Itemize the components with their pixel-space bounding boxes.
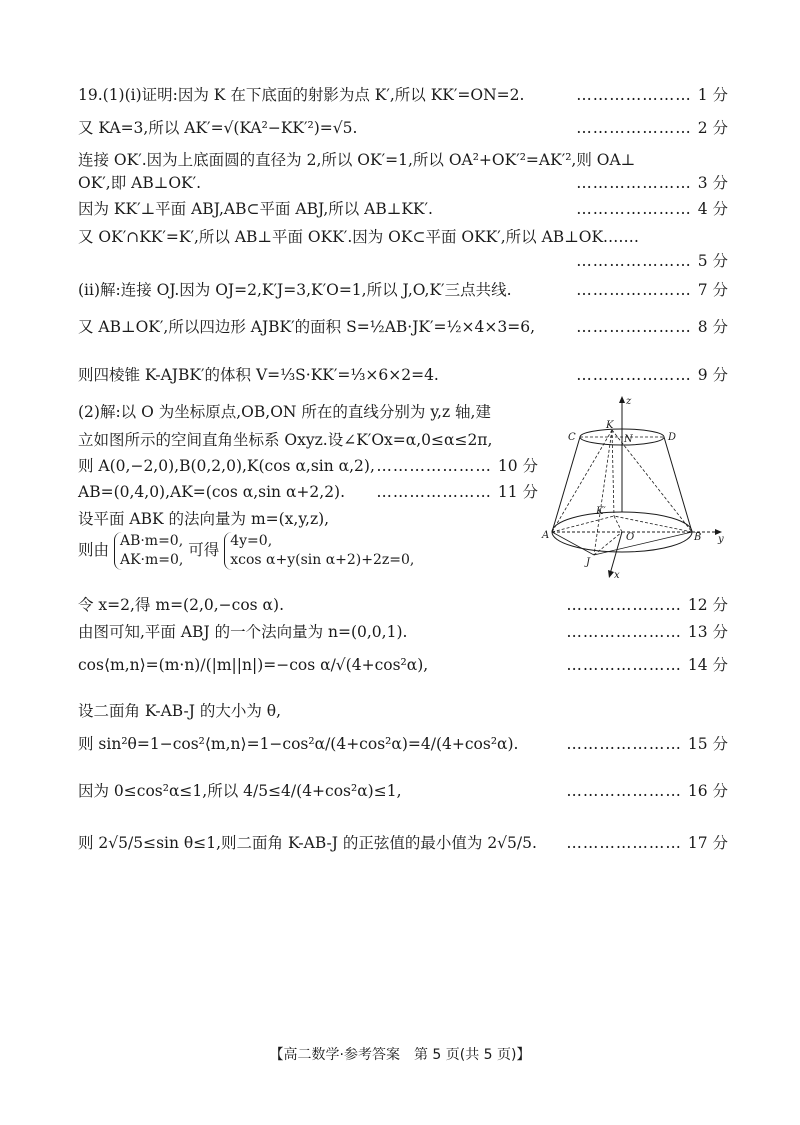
leader-dots: ………………… xyxy=(576,318,698,336)
score-label xyxy=(576,364,728,386)
label-j: J xyxy=(586,557,591,568)
label-d: D xyxy=(668,432,677,443)
system-row-4: xcos α+y(sin α+2)+2z=0, xyxy=(230,552,415,568)
score-label xyxy=(566,654,728,676)
answer-line-text: 则 A(0,−2,0),B(0,2,0),K(cos α,sin α,2), xyxy=(78,457,375,475)
score-value: 1 分 xyxy=(697,86,728,104)
leader-dots: ………………… xyxy=(576,119,698,137)
leader-dots: ………………… xyxy=(576,86,698,104)
score-label xyxy=(376,455,538,477)
score-label xyxy=(566,832,728,854)
score-value: 13 分 xyxy=(687,623,728,641)
score-value: 4 分 xyxy=(697,200,728,218)
leader-dots: ………………… xyxy=(566,656,688,674)
answer-line-text: AB=(0,4,0),AK=(cos α,sin α+2,2). xyxy=(78,483,346,501)
score-label xyxy=(576,84,728,106)
score-label xyxy=(576,279,728,301)
score-value: 2 分 xyxy=(697,119,728,137)
answer-line-text: (ⅱ)解:连接 OJ.因为 OJ=2,K′J=3,K′O=1,所以 J,O,K′三点共线. xyxy=(78,281,512,299)
score-label xyxy=(576,316,728,338)
system-prefix: 则由 xyxy=(78,541,110,559)
score-label xyxy=(566,780,728,802)
leader-dots: ………………… xyxy=(576,200,698,218)
system-left xyxy=(114,532,183,570)
label-x: x xyxy=(614,570,620,581)
leader-dots: ………………… xyxy=(576,281,698,299)
answer-line-text: OK′,即 AB⊥OK′. xyxy=(78,174,202,192)
score-value: 16 分 xyxy=(687,782,728,800)
score-label xyxy=(576,198,728,220)
answer-line-text: 又 KA=3,所以 AK′=√(KA²−KK′²)=√5. xyxy=(78,119,358,137)
page-footer: 【高二数学·参考答案 第 5 页(共 5 页)】 xyxy=(269,1047,531,1063)
answer-line-text: 因为 KK′⊥平面 ABJ,AB⊂平面 ABJ,所以 AB⊥KK′. xyxy=(78,200,433,218)
score-value: 9 分 xyxy=(697,366,728,384)
system-row-2: AK·m=0, xyxy=(119,552,184,568)
answer-line-text: 设平面 ABK 的法向量为 m=(x,y,z), xyxy=(78,510,330,528)
label-k-prime: K′ xyxy=(596,506,606,517)
system-mid: 可得 xyxy=(188,541,220,559)
score-value: 11 分 xyxy=(497,483,538,501)
label-o: O xyxy=(626,532,635,543)
leader-dots: ………………… xyxy=(566,596,688,614)
leader-dots: ………………… xyxy=(576,366,698,384)
answer-line-text: 由图可知,平面 ABJ 的一个法向量为 n=(0,0,1). xyxy=(78,623,408,641)
answer-line-text: 又 AB⊥OK′,所以四边形 AJBK′的面积 S=½AB·JK′=½×4×3=6, xyxy=(78,318,536,336)
score-value: 7 分 xyxy=(697,281,728,299)
label-b: B xyxy=(694,532,702,543)
score-value: 5 分 xyxy=(697,252,728,270)
answer-line-text: 因为 0≤cos²α≤1,所以 4/5≤4/(4+cos²α)≤1, xyxy=(78,782,402,800)
answer-line-text: cos⟨m,n⟩=(m·n)/(|m||n|)=−cos α/√(4+cos²α), xyxy=(78,656,429,674)
score-value: 3 分 xyxy=(697,174,728,192)
answer-line xyxy=(78,226,728,248)
leader-dots: ………………… xyxy=(376,457,498,475)
answer-line-text: 19.(1)(ⅰ)证明:因为 K 在下底面的射影为点 K′,所以 KK′=ON=2. xyxy=(78,86,525,104)
score-label xyxy=(576,250,728,272)
answer-line xyxy=(78,700,728,722)
answer-line-text: 立如图所示的空间直角坐标系 Oxyz.设∠K′Ox=α,0≤α≤2π, xyxy=(78,431,493,449)
system-right xyxy=(224,532,414,570)
answer-line-text: 令 x=2,得 m=(2,0,−cos α). xyxy=(78,596,285,614)
score-label xyxy=(566,733,728,755)
answer-line-text: 设二面角 K-AB-J 的大小为 θ, xyxy=(78,702,282,720)
leader-dots: ………………… xyxy=(376,483,498,501)
frustum-figure xyxy=(538,392,728,582)
leader-dots: ………………… xyxy=(566,623,688,641)
score-value: 8 分 xyxy=(697,318,728,336)
leader-dots: ………………… xyxy=(566,782,688,800)
score-label xyxy=(566,621,728,643)
score-value: 14 分 xyxy=(687,656,728,674)
system-row-1: AB·m=0, xyxy=(119,533,184,549)
system-row-3: 4y=0, xyxy=(230,533,273,549)
score-label xyxy=(566,594,728,616)
label-a: A xyxy=(542,530,550,541)
answer-line-text: 则 2√5/5≤sin θ≤1,则二面角 K-AB-J 的正弦值的最小值为 2√5/5. xyxy=(78,834,537,852)
score-value: 15 分 xyxy=(687,735,728,753)
score-label xyxy=(576,172,728,194)
score-value: 10 分 xyxy=(497,457,538,475)
answer-line xyxy=(78,149,728,171)
leader-dots: ………………… xyxy=(566,834,688,852)
label-n: N xyxy=(624,434,633,445)
answer-line-text: 又 OK′∩KK′=K′,所以 AB⊥平面 OKK′.因为 OK⊂平面 OKK′,所以 AB⊥OK.…… xyxy=(78,228,639,246)
score-value: 17 分 xyxy=(687,834,728,852)
label-y: y xyxy=(718,534,724,545)
label-c: C xyxy=(568,432,576,443)
answer-line-text: (2)解:以 O 为坐标原点,OB,ON 所在的直线分别为 y,z 轴,建 xyxy=(78,403,491,421)
score-label xyxy=(576,117,728,139)
answer-line-text: 连接 OK′.因为上底面圆的直径为 2,所以 OK′=1,所以 OA²+OK′²=AK′²,则 OA⊥ xyxy=(78,151,636,169)
answer-line-text: 则四棱锥 K-AJBK′的体积 V=⅓S·KK′=⅓×6×2=4. xyxy=(78,366,439,384)
score-value: 12 分 xyxy=(687,596,728,614)
label-k: K xyxy=(606,420,614,431)
answer-line-text: 则 sin²θ=1−cos²⟨m,n⟩=1−cos²α/(4+cos²α)=4/(4+cos²α). xyxy=(78,735,519,753)
label-z: z xyxy=(626,396,632,407)
score-label xyxy=(376,481,538,503)
leader-dots: ………………… xyxy=(576,252,698,270)
leader-dots: ………………… xyxy=(566,735,688,753)
leader-dots: ………………… xyxy=(576,174,698,192)
